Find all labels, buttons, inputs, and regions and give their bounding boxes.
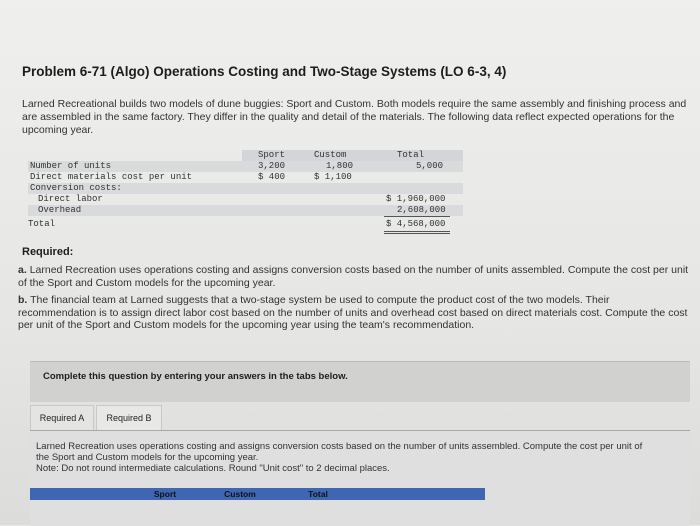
row-label: Overhead [38, 205, 82, 215]
tab-required-b-label: Required B [106, 413, 152, 423]
instruction-banner-text: Complete this question by entering your answers in the tabs below. [43, 371, 348, 382]
col-header-total: Total [397, 150, 425, 160]
answer-table-header [30, 488, 485, 500]
col-header-custom: Custom [314, 150, 347, 160]
tab-instruction-text: Larned Recreation uses operations costing and assigns conversion costs based on the number of units assembled. Compute the cost per unit of the Sport and Custom models for the upcoming year. [36, 441, 643, 463]
tab-required-a-label: Required A [39, 413, 85, 423]
total-double-underline [384, 233, 450, 234]
cell-custom: 1,800 [326, 161, 354, 171]
row-label: Total [28, 219, 56, 229]
requirement-a-label: a. [18, 264, 27, 276]
tab-panel [30, 430, 690, 526]
total-double-underline [384, 231, 450, 232]
requirement-b-text: The financial team at Larned suggests that a two-stage system be used to compute the product cost of the two models. Their recommendation is to assign direct labor cost based on the number of units and overhead cost based on direct materials cost. Compute the cost per unit of the Sport and Custom models for the upcoming year using the team's recommendation. [18, 294, 688, 331]
cell-total: $ 1,960,000 [386, 194, 446, 204]
cell-custom: $ 1,100 [314, 172, 352, 182]
row-label: Number of units [30, 161, 112, 171]
cell-sport: 3,200 [258, 161, 286, 171]
cell-total: 5,000 [416, 161, 444, 171]
cell-total: 2,608,000 [397, 205, 446, 215]
row-label: Direct materials cost per unit [30, 172, 193, 182]
subtotal-underline [384, 216, 450, 217]
row-label: Conversion costs: [30, 183, 122, 193]
col-header-sport: Sport [258, 150, 286, 160]
answer-col-custom: Custom [224, 489, 256, 499]
requirement-b [18, 294, 690, 332]
problem-title: Problem 6-71 (Algo) Operations Costing and Two-Stage Systems (LO 6-3, 4) [22, 64, 507, 79]
answer-col-total: Total [308, 489, 328, 499]
row-label: Direct labor [38, 194, 103, 204]
requirement-a-text: Larned Recreation uses operations costing and assigns conversion costs based on the number of units assembled. Compute the cost per unit of the Sport and Custom models for the upcoming year. [18, 264, 689, 289]
instruction-banner [30, 361, 690, 402]
tab-required-b[interactable] [96, 405, 162, 430]
tab-instruction [36, 441, 646, 474]
tab-required-a[interactable] [30, 405, 94, 430]
answer-col-sport: Sport [153, 489, 177, 499]
problem-intro: Larned Recreational builds two models of dune buggies: Sport and Custom. Both models require the same assembly and finishing process and are assembled in the same factory. They differ in the quality and detail of the materials. The following data reflect expected operations for the upcoming year. [22, 98, 687, 136]
cell-total: $ 4,568,000 [386, 219, 446, 229]
required-heading: Required: [22, 246, 74, 258]
requirement-b-label: b. [18, 294, 28, 306]
rounding-note: Note: Do not round intermediate calculations. Round "Unit cost" to 2 decimal places. [36, 463, 390, 474]
requirement-a [18, 264, 690, 289]
cell-sport: $ 400 [258, 172, 286, 182]
